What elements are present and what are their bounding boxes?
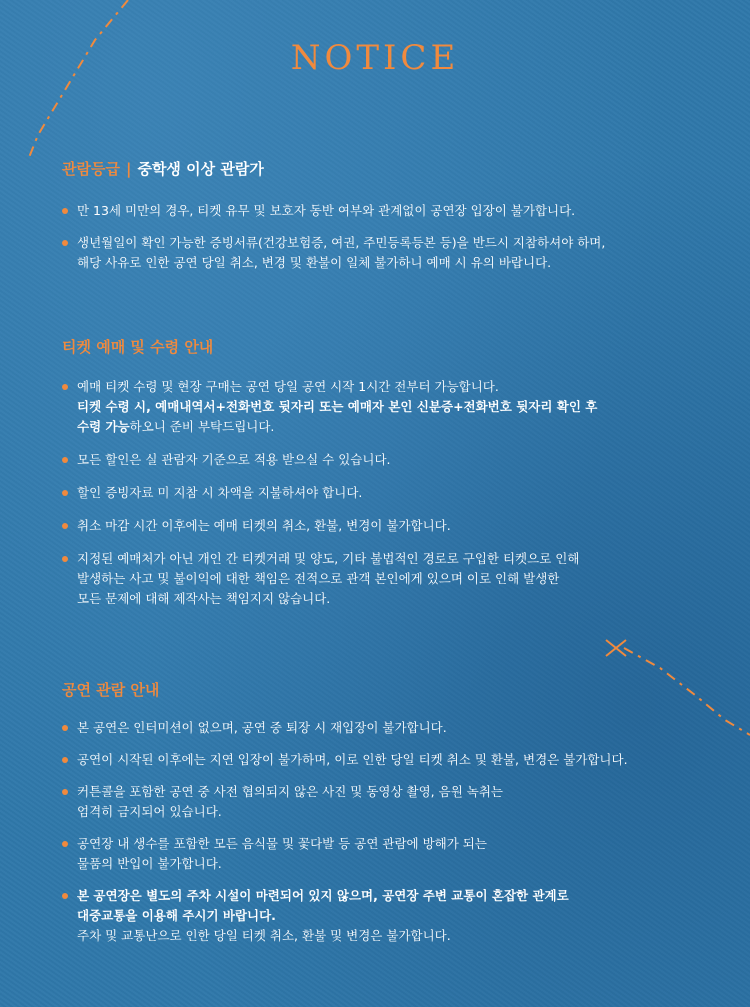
section-heading-accent: 관람등급 xyxy=(62,160,120,178)
item-text: 모든 문제에 대해 제작사는 책임지지 않습니다. xyxy=(77,591,331,606)
item-text: 공연이 시작된 이후에는 지연 입장이 불가하며, 이로 인한 당일 티켓 취소 및 환불, 변경은 불가합니다. xyxy=(77,752,628,767)
item-text: 커튼콜을 포함한 공연 중 사전 협의되지 않은 사진 및 동영상 촬영, 음원 녹취는 xyxy=(77,784,503,799)
page-title: NOTICE xyxy=(290,38,460,78)
section-heading-rating xyxy=(62,158,264,179)
viewing-list xyxy=(62,718,702,946)
heading-separator: | xyxy=(125,160,132,178)
section-heading-ticket xyxy=(62,336,213,357)
list-item xyxy=(62,750,702,770)
item-text-bold: 대중교통을 이용해 주시기 바랍니다. xyxy=(77,908,276,923)
section-heading-text: 중학생 이상 관람가 xyxy=(137,160,264,178)
list-item xyxy=(62,834,702,874)
item-text: 주차 및 교통난으로 인한 당일 티켓 취소, 환불 및 변경은 불가합니다. xyxy=(77,928,451,943)
item-text-bold: 수령 가능 xyxy=(77,419,130,434)
item-text: 물품의 반입이 불가합니다. xyxy=(77,856,222,871)
item-text: 취소 마감 시간 이후에는 예매 티켓의 취소, 환불, 변경이 불가합니다. xyxy=(77,518,451,533)
item-text: 할인 증빙자료 미 지참 시 차액을 지불하셔야 합니다. xyxy=(77,485,363,500)
item-text: 만 13세 미만의 경우, 티켓 유무 및 보호자 동반 여부와 관계없이 공연장 입장이 불가합니다. xyxy=(77,203,576,218)
bullet-icon xyxy=(62,523,68,529)
item-text: 엄격히 금지되어 있습니다. xyxy=(77,804,222,819)
list-item xyxy=(62,201,702,221)
list-item xyxy=(62,886,702,946)
bullet-icon xyxy=(62,556,68,562)
rating-list xyxy=(62,201,702,273)
bullet-icon xyxy=(62,384,68,390)
item-text-bold: 본 공연장은 별도의 주차 시설이 마련되어 있지 않으며, 공연장 주변 교통이 혼잡한 관계로 xyxy=(77,888,569,903)
bullet-icon xyxy=(62,725,68,731)
bullet-icon xyxy=(62,757,68,763)
item-text-bold: 티켓 수령 시, 예매내역서+전화번호 뒷자리 또는 예매자 본인 신분증+전화번호 뒷자리 확인 후 xyxy=(77,399,598,414)
item-text: 예매 티켓 수령 및 현장 구매는 공연 당일 공연 시작 1시간 전부터 가능합니다. xyxy=(77,379,499,394)
list-item xyxy=(62,483,702,503)
item-text: 모든 할인은 실 관람자 기준으로 적용 받으실 수 있습니다. xyxy=(77,452,391,467)
bullet-icon xyxy=(62,208,68,214)
section-heading-accent: 티켓 예매 및 수령 안내 xyxy=(62,338,214,356)
list-item xyxy=(62,718,702,738)
bullet-icon xyxy=(62,490,68,496)
bullet-icon xyxy=(62,240,68,246)
list-item xyxy=(62,516,702,536)
section-heading-viewing xyxy=(62,679,159,700)
list-item xyxy=(62,549,702,609)
ticket-list xyxy=(62,377,702,609)
list-item xyxy=(62,450,702,470)
item-text: 지정된 예매처가 아닌 개인 간 티켓거래 및 양도, 기타 불법적인 경로로 구입한 티켓으로 인해 xyxy=(77,551,580,566)
list-item xyxy=(62,377,702,437)
item-text: 공연장 내 생수를 포함한 모든 음식물 및 꽃다발 등 공연 관람에 방해가 되는 xyxy=(77,836,487,851)
bullet-icon xyxy=(62,893,68,899)
bullet-icon xyxy=(62,841,68,847)
section-heading-accent: 공연 관람 안내 xyxy=(62,681,160,699)
list-item xyxy=(62,782,702,822)
bullet-icon xyxy=(62,457,68,463)
list-item xyxy=(62,233,702,273)
item-text: 해당 사유로 인한 공연 당일 취소, 변경 및 환불이 일체 불가하니 예매 시 유의 바랍니다. xyxy=(77,255,552,270)
item-text: 본 공연은 인터미션이 없으며, 공연 중 퇴장 시 재입장이 불가합니다. xyxy=(77,720,447,735)
item-text: 발생하는 사고 및 불이익에 대한 책임은 전적으로 관객 본인에게 있으며 이로 인해 발생한 xyxy=(77,571,560,586)
bullet-icon xyxy=(62,789,68,795)
item-text: 생년월일이 확인 가능한 증빙서류(건강보험증, 여권, 주민등록등본 등)을 반드시 지참하셔야 하며, xyxy=(77,235,606,250)
item-text: 하오니 준비 부탁드립니다. xyxy=(129,419,275,434)
